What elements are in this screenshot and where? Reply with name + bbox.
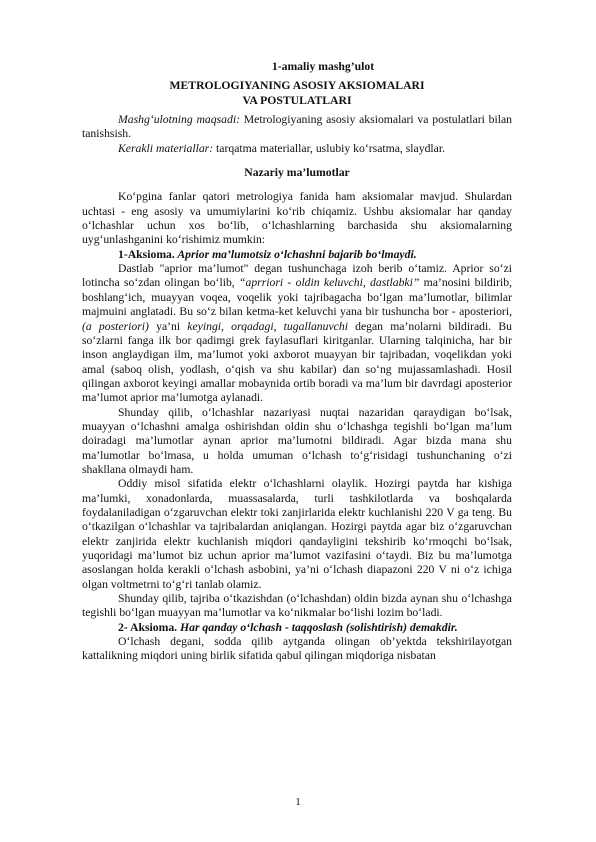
paragraph-measurement: O‘lchash degani, sodda qilib aytganda olingan ob’yektda tekshirilayotgan kattalikning miqdori uning birlik sifatida qabul qilingan miqdoriga nisbatan bbox=[82, 635, 512, 663]
aposteriori-term: (a posteriori) bbox=[82, 319, 149, 333]
aposteriori-meaning: keyingi, orqadagi, tugallanuvchi bbox=[187, 319, 348, 333]
materials-text: tarqatma materiallar, uslubiy ko‘rsatma, slaydlar. bbox=[213, 141, 446, 155]
document-title-line-1: METROLOGIYANING ASOSIY AKSIOMALARI bbox=[169, 79, 425, 93]
paragraph-intro: Ko‘pgina fanlar qatori metrologiya fanida ham aksiomalar mavjud. Shulardan uchtasi - eng asosiy va umumiylarini ko‘rib chiqamiz. Ushbu aksiomalar har qanday o‘lchashlar uchun xos bo‘lib, o‘lchashlarning barchasida shu aksiomalarning uyg‘unlashganini ko‘rishimiz mumkin: bbox=[82, 190, 512, 247]
goal-paragraph bbox=[82, 113, 512, 142]
axiom-1-title: Aprior ma’lumotsiz o‘lchashni bajarib bo‘lmaydi. bbox=[174, 247, 417, 261]
paragraph-conclusion: Shunday qilib, tajriba o‘tkazishdan (o‘lchashdan) oldin bizda aynan shu o‘lchashga tegishli bo‘lgan muayyan ma’lumotlar va ko‘nikmalar bo‘lishi lozim bo‘ladi. bbox=[82, 592, 512, 620]
page-number: 1 bbox=[295, 796, 301, 808]
document-page bbox=[82, 60, 512, 664]
aprior-quote: “aprriori - oldin keluvchi, dastlabki” bbox=[238, 276, 420, 290]
axiom-2-title: Har qanday o‘lchash - taqqoslash (solishtirish) demakdir. bbox=[177, 620, 458, 634]
aprior-text-d: degan ma’nolarni bildiradi. Bu so‘zlarni fanga ilk bor qadimgi grek faylasuflari kiritganlar. Ularning talqinicha, har bir inson anglaydigan ilm, ma’lumot yoki axborot muayyan bir tajribadan, voqelikdan yoki amal (saboq olish, yodlash, o‘qish va shu kabilar) dan so‘ng mujassamlashadi. Hosil qilingan axborot keyingi amallar mobaynida ortib boradi va ma’lum bir davrdagi aposterior ma’lumot aprior ma’lumotga aylanadi. bbox=[82, 319, 512, 405]
aprior-text-b: ma’nosini bildirib, boshlang‘ich, muayyan voqea, voqelik yoki tajribagacha bo‘lgan ma’lumotlar, bilimlar majmuini anglatadi. Bu so‘z bilan ketma-ket keluvchi yana bir tushuncha bor - aposteriori, bbox=[82, 276, 512, 319]
goal-label: Mashg‘ulotning maqsadi: bbox=[118, 113, 240, 127]
lesson-label: 1-amaliy mashg’ulot bbox=[271, 60, 375, 73]
aprior-text-a: Dastlab "aprior ma’lumot" degan tushunchaga izoh berib o‘tamiz. Aprior so‘zi lotincha so‘zdan olingan bo‘lib, bbox=[82, 262, 512, 290]
paragraph-theory: Shunday qilib, o‘lchashlar nazariyasi nuqtai nazaridan qaraydigan bo‘lsak, muayyan o‘lchashni amalga oshirishdan oldin shu o‘lchashga tegishli bo‘lgan ma’lum doiradagi ma’lumotlar aynan aprior ma’lumotni bildiradi. Agar bizda mana shu ma’lumotlar bo‘lmasa, u holda umuman o‘lchash to‘g‘risidagi tushunchaning o‘zi shakllana olmaydi ham. bbox=[82, 405, 512, 476]
paragraph-aprior bbox=[82, 262, 512, 405]
document-title-line-2: VA POSTULATLARI bbox=[242, 93, 352, 107]
goal-text: Metrologiyaning asosiy aksiomalari va postulatlari bilan tanishsish. bbox=[82, 113, 513, 141]
axiom-1-label: 1-Aksioma. bbox=[118, 247, 175, 261]
materials-paragraph bbox=[82, 142, 512, 156]
materials-label: Kerakli materiallar: bbox=[118, 141, 214, 155]
aprior-text-c: ya’ni bbox=[148, 319, 188, 333]
axiom-1-heading bbox=[82, 248, 512, 262]
paragraph-example: Oddiy misol sifatida elektr o‘lchashlarni olaylik. Hozirgi paytda har kishiga ma’lumki, xonadonlarda, muassasalarda, turli tashkilotlarda va boshqalarda foydalaniladigan o‘zgaruvchan elektr toki zanjirlarida elektr kuchlanishi 220 V ga teng. Bu o‘tkazilgan o‘lchashlar va tajribalardan aniqlangan. Hozirgi paytda agar biz o‘zgaruvchan elektr zanjirida elektr kuchlanish miqdori qandayligini tekshirib ko‘rmoqchi bo‘lsak, yuqoridagi ma’lumot biz uchun aprior ma’lumot vazifasini o‘taydi. Biz bu ma’lumotga asoslangan holda kerakli o‘lchash asbobini, ya’ni o‘lchash diapazoni 220 V ni o‘z ichiga olgan voltmetrni to‘g‘ri tanlab olamiz. bbox=[82, 477, 512, 591]
axiom-2-label: 2- Aksioma. bbox=[118, 620, 178, 634]
section-title: Nazariy ma’lumotlar bbox=[244, 166, 350, 180]
axiom-2-heading bbox=[82, 621, 512, 635]
